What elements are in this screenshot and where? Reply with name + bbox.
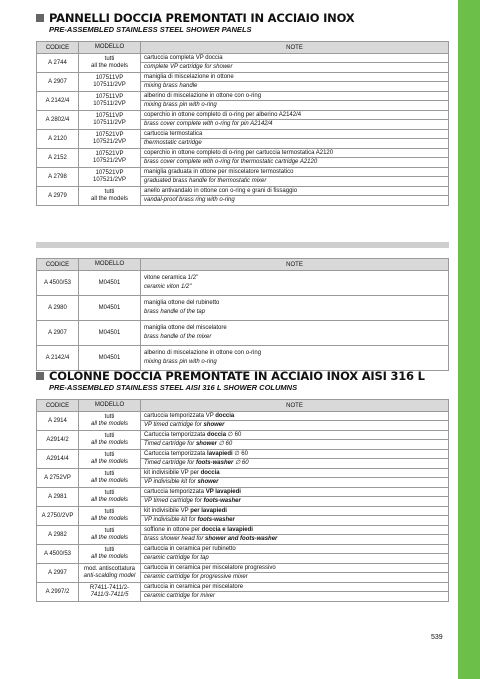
panels-spare-parts-table <box>36 41 449 206</box>
note-it-line: maniglia ottone del miscelatore <box>144 325 227 331</box>
code-cell: A 2980 <box>37 296 79 321</box>
note-emphasis: shower <box>203 422 225 428</box>
header-code: CODICE <box>37 400 79 412</box>
note-text: ∅ 60 <box>216 441 233 447</box>
note-it-line <box>141 507 448 516</box>
note-cell <box>141 412 449 431</box>
note-it-line: vitone ceramica 1/2" <box>144 275 199 281</box>
note-it-line: coperchio in ottone completo di o-ring per cartuccia termostatica A2120 <box>141 149 448 158</box>
note-emphasis: shower and foots-washer <box>205 536 278 542</box>
note-text: Timed cartridge for <box>144 441 196 447</box>
table-row <box>37 488 449 507</box>
model-line: tutti <box>104 189 115 195</box>
note-en-line <box>141 440 448 449</box>
table-row <box>37 346 449 371</box>
header-model: MODELLO <box>79 400 141 412</box>
note-emphasis: doccia <box>200 470 220 476</box>
model-line: all the models <box>90 516 129 522</box>
note-text: cartuccia temporizzata VP <box>144 413 216 419</box>
note-en-line <box>141 554 448 563</box>
code-cell: A 2907 <box>37 321 79 346</box>
note-it-line <box>141 412 448 421</box>
note-en-line <box>141 535 448 544</box>
table-row <box>37 545 449 564</box>
model-line: 107511VP <box>95 75 124 81</box>
note-text: VP timed cartridge for <box>144 422 204 428</box>
note-text: ceramic cartridge for mixer <box>144 593 216 599</box>
model-cell <box>79 54 141 73</box>
note-emphasis: foots-washer <box>195 460 234 466</box>
model-line: 107511/2VP <box>93 82 126 88</box>
note-cell <box>141 564 449 583</box>
note-en-line: brass handle of the mixer <box>144 334 212 340</box>
header-code: CODICE <box>37 259 79 271</box>
model-cell <box>79 526 141 545</box>
model-line: tutti <box>104 433 115 439</box>
table-row <box>37 54 449 73</box>
model-line: all the models <box>90 440 129 446</box>
note-emphasis: VP lavapiedi <box>205 489 241 495</box>
code-cell: A 2997 <box>37 564 79 583</box>
section-title-columns <box>36 369 425 383</box>
code-cell: A 2981 <box>37 488 79 507</box>
table-row <box>37 526 449 545</box>
table-row <box>37 321 449 346</box>
model-cell <box>79 168 141 187</box>
section-subtitle: PRE-ASSEMBLED STAINLESS STEEL AISI 316 L SHOWER COLUMNS <box>49 383 298 392</box>
header-note: NOTE <box>141 259 449 271</box>
model-line: all the models <box>90 63 129 69</box>
model-line: all the models <box>90 497 129 503</box>
model-line: all the models <box>90 535 129 541</box>
code-cell: A 2152 <box>37 149 79 168</box>
code-cell: A 4500/53 <box>37 271 79 296</box>
note-en-line: thermostatic cartridge <box>144 140 202 146</box>
note-en-line <box>141 459 448 468</box>
note-cell <box>141 450 449 469</box>
note-cell <box>141 488 449 507</box>
note-it-line <box>141 450 448 459</box>
header-note: NOTE <box>141 42 449 54</box>
section-title-text: PANNELLI DOCCIA PREMONTATI IN ACCIAIO INOX <box>49 11 355 25</box>
note-text: cartuccia temporizzata <box>144 489 206 495</box>
side-color-bar <box>458 0 480 679</box>
model-line: 107521VP <box>95 151 124 157</box>
model-line: tutti <box>104 452 115 458</box>
model-cell <box>79 488 141 507</box>
model-cell: M04501 <box>79 271 141 296</box>
title-square-icon <box>36 14 44 22</box>
note-it-line: cartuccia completa VP doccia <box>141 54 448 63</box>
table-row <box>37 583 449 602</box>
code-cell: A 2907 <box>37 73 79 92</box>
note-en-line: brass cover complete with o-ring for thermostatic cartridge A2120 <box>144 159 318 165</box>
header-note: NOTE <box>141 400 449 412</box>
model-line: 107521/2VP <box>92 177 127 183</box>
note-text: kit indivisibile VP per <box>144 470 201 476</box>
note-en-line: mixing brass pin with o-ring <box>144 359 217 365</box>
note-text: kit indivisibile VP <box>144 508 191 514</box>
section-divider <box>36 242 449 248</box>
model-line: tutti <box>104 547 115 553</box>
model-line: tutti <box>104 528 115 534</box>
model-line: 107521VP <box>95 132 124 138</box>
model-cell <box>79 412 141 431</box>
note-text: brass shower head for <box>144 536 206 542</box>
table-row <box>37 92 449 111</box>
table-row <box>37 469 449 488</box>
model-line: tutti <box>104 56 115 62</box>
model-cell: M04501 <box>79 346 141 371</box>
model-line: all the models <box>90 478 129 484</box>
code-cell: A 2744 <box>37 54 79 73</box>
table-row <box>37 412 449 431</box>
model-cell <box>79 564 141 583</box>
note-it-line: alberino di miscelazione in ottone con o-ring <box>141 92 448 101</box>
note-en-line: ceramic viton 1/2" <box>144 284 192 290</box>
model-line: all the models <box>90 421 129 427</box>
note-cell <box>141 111 449 130</box>
note-cell <box>141 54 449 73</box>
table-row <box>37 431 449 450</box>
note-en-line <box>141 421 448 430</box>
model-line: 107521/2VP <box>92 139 127 145</box>
model-cell <box>79 545 141 564</box>
note-cell <box>141 296 449 321</box>
code-cell: A 2798 <box>37 168 79 187</box>
code-cell: A 2802/4 <box>37 111 79 130</box>
code-cell: A 2982 <box>37 526 79 545</box>
model-line: anti-scalding model <box>83 573 136 579</box>
note-text: Timed cartridge for <box>144 460 196 466</box>
note-cell <box>141 187 449 206</box>
note-cell <box>141 149 449 168</box>
note-cell <box>141 346 449 371</box>
note-text: ∅ 60 <box>226 432 242 438</box>
mixer-spare-parts-table <box>36 258 449 371</box>
code-cell: A2914/2 <box>37 431 79 450</box>
note-it-line: coperchio in ottone completo di o-ring per alberino A2142/4 <box>141 111 448 120</box>
note-en-line <box>141 497 448 506</box>
model-line: all the models <box>90 554 129 560</box>
note-text: ceramic cartridge for tap <box>144 555 209 561</box>
note-emphasis: shower <box>195 441 217 447</box>
note-text: VP indivisible kit for <box>144 517 198 523</box>
note-it-line: maniglia ottone del rubinetto <box>144 300 220 306</box>
note-text: Cartuccia temporizzata <box>144 451 208 457</box>
model-cell <box>79 92 141 111</box>
note-text: VP indivisible kit for <box>144 479 198 485</box>
model-cell <box>79 149 141 168</box>
model-cell <box>79 187 141 206</box>
note-it-line <box>141 583 448 592</box>
table-row <box>37 168 449 187</box>
note-en-line: graduated brass handle for thermostatic mixer <box>144 178 267 184</box>
note-en-line <box>141 478 448 487</box>
note-cell <box>141 73 449 92</box>
note-text: ∅ 60 <box>233 460 249 466</box>
model-line: 107511VP <box>95 94 124 100</box>
note-en-line <box>141 573 448 582</box>
note-cell <box>141 526 449 545</box>
note-text: cartuccia in ceramica per rubinetto <box>144 546 236 552</box>
note-en-line: brass cover complete with o-ring for pin A2142/4 <box>144 121 273 127</box>
model-cell <box>79 583 141 602</box>
code-cell: A 2142/4 <box>37 346 79 371</box>
table-header-row <box>37 42 449 54</box>
model-cell <box>79 130 141 149</box>
code-cell: A 2142/4 <box>37 92 79 111</box>
table-row <box>37 450 449 469</box>
note-it-line <box>141 431 448 440</box>
section-title-panels <box>36 11 354 25</box>
note-cell <box>141 321 449 346</box>
note-cell <box>141 507 449 526</box>
note-en-line <box>141 592 448 601</box>
note-text: Cartuccia temporizzata <box>144 432 208 438</box>
model-line: 107521/2VP <box>92 158 127 164</box>
header-model: MODELLO <box>79 42 141 54</box>
table-row <box>37 271 449 296</box>
note-cell <box>141 431 449 450</box>
model-line: 107511/2VP <box>93 120 126 126</box>
model-line: 107521VP <box>95 170 124 176</box>
model-line: tutti <box>104 490 115 496</box>
note-cell <box>141 130 449 149</box>
table-row <box>37 507 449 526</box>
model-cell: M04501 <box>79 321 141 346</box>
note-emphasis: doccia <box>207 432 227 438</box>
note-emphasis: shower <box>197 479 219 485</box>
section-subtitle: PRE-ASSEMBLED STAINLESS STEEL SHOWER PANELS <box>49 25 252 34</box>
note-it-line: maniglia graduata in ottone per miscelatore termostatico <box>141 168 448 177</box>
note-text: soffione in ottone per <box>144 527 202 533</box>
note-it-line: anello antivandalo in ottone con o-ring e grani di fissaggio <box>141 187 448 196</box>
note-cell <box>141 545 449 564</box>
note-text: ceramic cartridge for progressive mixer <box>144 574 248 580</box>
model-line: 107511/2VP <box>93 101 126 107</box>
header-model: MODELLO <box>79 259 141 271</box>
model-cell <box>79 469 141 488</box>
page-number: 539 <box>431 634 443 641</box>
model-line: tutti <box>104 414 115 420</box>
table-row <box>37 564 449 583</box>
table-row <box>37 296 449 321</box>
code-cell: A 2979 <box>37 187 79 206</box>
note-en-line: mixing brass pin with o-ring <box>144 102 217 108</box>
model-cell <box>79 111 141 130</box>
model-cell <box>79 73 141 92</box>
note-en-line: mixing brass handle <box>144 83 198 89</box>
note-it-line <box>141 469 448 478</box>
model-line: R7411-7411/2- <box>89 585 130 591</box>
note-it-line: cartuccia termostatica <box>141 130 448 139</box>
note-emphasis: lavapiedi <box>207 451 233 457</box>
title-square-icon <box>36 372 44 380</box>
note-en-line <box>141 516 448 525</box>
table-row <box>37 187 449 206</box>
note-en-line: vandal-proof brass ring with o-ring <box>144 197 235 203</box>
note-cell <box>141 469 449 488</box>
note-emphasis: doccia <box>215 413 235 419</box>
note-text: VP timed cartridge for <box>144 498 204 504</box>
table-row <box>37 111 449 130</box>
note-emphasis: per lavapiedi <box>190 508 227 514</box>
code-cell: A2914/4 <box>37 450 79 469</box>
note-cell <box>141 583 449 602</box>
note-cell <box>141 168 449 187</box>
code-cell: A 2752VP <box>37 469 79 488</box>
model-cell <box>79 450 141 469</box>
note-emphasis: foots-washer <box>197 517 235 523</box>
code-cell: A 4500/53 <box>37 545 79 564</box>
table-header-row <box>37 259 449 271</box>
table-row <box>37 130 449 149</box>
note-text: cartuccia in ceramica per miscelatore <box>144 584 244 590</box>
code-cell: A 2997/2 <box>37 583 79 602</box>
note-it-line: alberino di miscelazione in ottone con o-ring <box>144 350 262 356</box>
note-cell <box>141 92 449 111</box>
note-it-line <box>141 564 448 573</box>
model-cell <box>79 507 141 526</box>
code-cell: A 2120 <box>37 130 79 149</box>
table-header-row <box>37 400 449 412</box>
model-line: mod. antiscottatura <box>83 566 136 572</box>
note-emphasis: doccia e lavapiedi <box>201 527 253 533</box>
note-text: cartuccia in ceramica per miscelatore progressivo <box>144 565 276 571</box>
code-cell: A 2750/2VP <box>37 507 79 526</box>
columns-spare-parts-table <box>36 399 449 602</box>
table-row <box>37 73 449 92</box>
note-emphasis: foots-washer <box>203 498 241 504</box>
note-en-line: brass handle of the tap <box>144 309 206 315</box>
model-line: 7411/3-7411/5 <box>90 592 129 598</box>
note-it-line <box>141 526 448 535</box>
table-row <box>37 149 449 168</box>
note-text: ∅ 60 <box>232 451 248 457</box>
section-title-text: COLONNE DOCCIA PREMONTATE IN ACCIAIO INOX AISI 316 L <box>49 369 425 383</box>
model-line: 107511VP <box>95 113 124 119</box>
header-code: CODICE <box>37 42 79 54</box>
model-line: tutti <box>104 471 115 477</box>
note-cell <box>141 271 449 296</box>
note-it-line <box>141 545 448 554</box>
model-line: all the models <box>90 459 129 465</box>
model-line: tutti <box>104 509 115 515</box>
model-cell: M04501 <box>79 296 141 321</box>
code-cell: A 2914 <box>37 412 79 431</box>
note-it-line: maniglia di miscelazione in ottone <box>141 73 448 82</box>
model-line: all the models <box>90 196 129 202</box>
note-it-line <box>141 488 448 497</box>
note-en-line: complete VP cartridge for shower <box>144 64 233 70</box>
model-cell <box>79 431 141 450</box>
